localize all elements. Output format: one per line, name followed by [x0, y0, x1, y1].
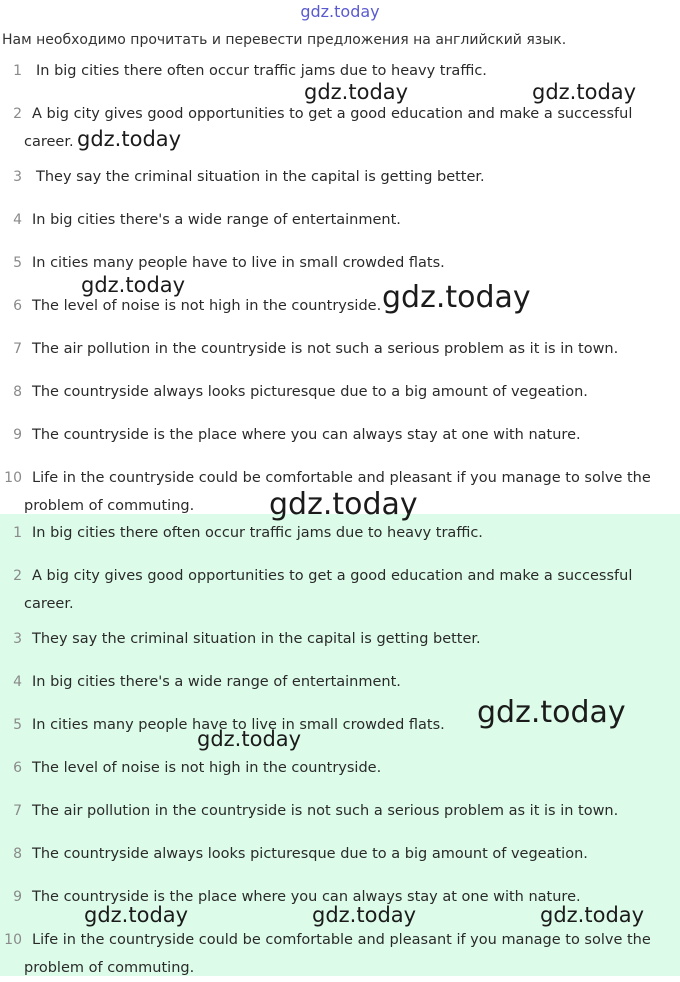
item-text: Life in the countryside could be comfortable and pleasant if you manage to solve the: [32, 470, 651, 486]
item-text-continued: career.: [24, 134, 74, 150]
item-text: The level of noise is not high in the countryside.: [32, 298, 382, 314]
watermark: gdz.today: [269, 487, 418, 522]
item-text-continued: career.: [24, 596, 74, 612]
item-text: Life in the countryside could be comfortable and pleasant if you manage to solve the: [32, 932, 651, 948]
item-number: 6: [13, 760, 22, 776]
item-text: In cities many people have to live in small crowded flats.: [32, 717, 445, 733]
item-number: 7: [13, 341, 22, 357]
item-text: The level of noise is not high in the countryside.: [32, 760, 382, 776]
item-number: 1: [13, 525, 22, 541]
item-text-continued: problem of commuting.: [24, 960, 195, 976]
watermark: gdz.today: [382, 280, 531, 315]
item-number: 9: [13, 427, 22, 443]
watermark: gdz.today: [540, 903, 645, 927]
item-text: The countryside always looks picturesque due to a big amount of vegeation.: [32, 384, 588, 400]
watermark: gdz.today: [197, 727, 302, 751]
item-text: In big cities there's a wide range of entertainment.: [32, 674, 401, 690]
item-number: 1: [13, 63, 22, 79]
item-text: The air pollution in the countryside is not such a serious problem as it is in town.: [32, 341, 619, 357]
item-text: A big city gives good opportunities to get a good education and make a successful: [32, 568, 633, 584]
item-number: 8: [13, 846, 22, 862]
item-text: In cities many people have to live in small crowded flats.: [32, 255, 445, 271]
item-text: They say the criminal situation in the capital is getting better.: [36, 169, 485, 185]
item-number: 7: [13, 803, 22, 819]
item-number: 3: [13, 631, 22, 647]
watermark: gdz.today: [304, 80, 409, 104]
watermark: gdz.today: [77, 127, 182, 151]
watermark: gdz.today: [312, 903, 417, 927]
item-text: In big cities there's a wide range of entertainment.: [32, 212, 401, 228]
item-text: In big cities there often occur traffic jams due to heavy traffic.: [32, 525, 483, 541]
item-text: The countryside always looks picturesque due to a big amount of vegeation.: [32, 846, 588, 862]
site-logo[interactable]: gdz.today: [300, 2, 380, 21]
item-text: They say the criminal situation in the capital is getting better.: [32, 631, 481, 647]
item-number: 5: [13, 717, 22, 733]
item-number: 4: [13, 674, 22, 690]
item-text: A big city gives good opportunities to get a good education and make a successful: [32, 106, 633, 122]
item-number: 8: [13, 384, 22, 400]
item-text: In big cities there often occur traffic jams due to heavy traffic.: [36, 63, 487, 79]
item-number: 3: [13, 169, 22, 185]
watermark: gdz.today: [84, 903, 189, 927]
item-number: 9: [13, 889, 22, 905]
watermark: gdz.today: [81, 273, 186, 297]
item-number: 4: [13, 212, 22, 228]
item-number: 2: [13, 106, 22, 122]
watermark: gdz.today: [477, 695, 626, 730]
item-text: The countryside is the place where you can always stay at one with nature.: [32, 427, 581, 443]
item-number: 5: [13, 255, 22, 271]
item-number: 2: [13, 568, 22, 584]
item-number: 10: [4, 932, 22, 948]
item-text: The air pollution in the countryside is not such a serious problem as it is in town.: [32, 803, 619, 819]
watermark: gdz.today: [532, 80, 637, 104]
item-text-continued: problem of commuting.: [24, 498, 195, 514]
item-number: 6: [13, 298, 22, 314]
item-number: 10: [4, 470, 22, 486]
instruction-text: Нам необходимо прочитать и перевести предложения на английский язык.: [2, 32, 567, 48]
item-text: The countryside is the place where you can always stay at one with nature.: [32, 889, 581, 905]
